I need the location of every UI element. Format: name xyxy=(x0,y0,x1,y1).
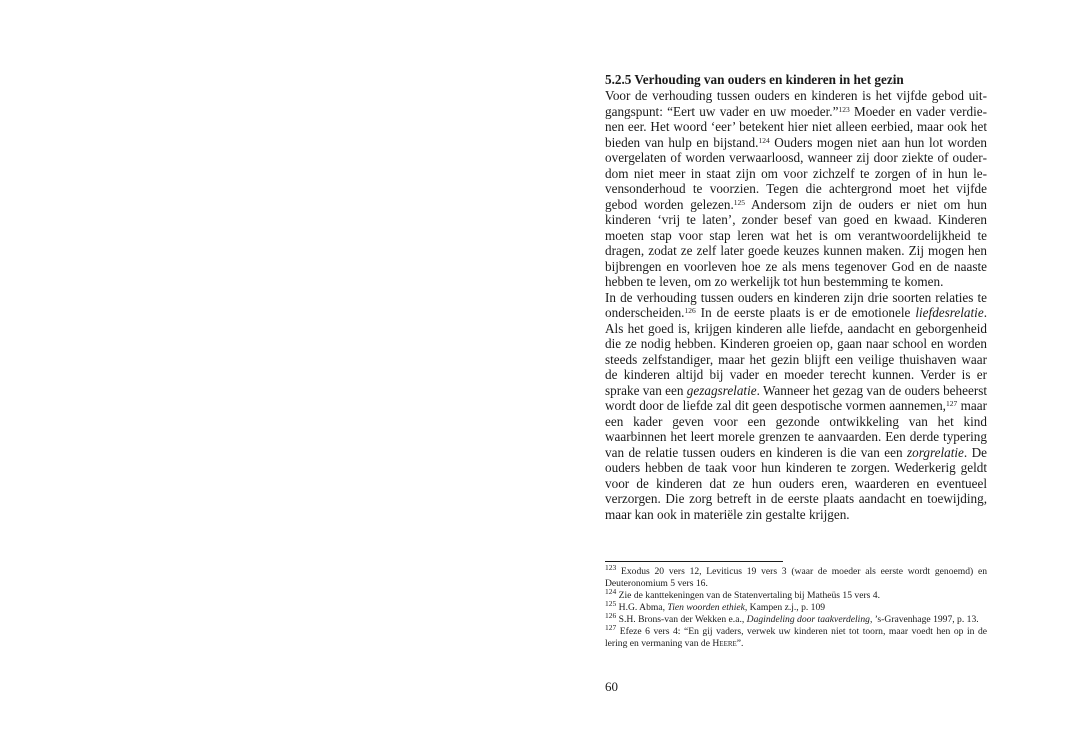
page-number: 60 xyxy=(605,679,618,694)
footnote-text: , Kampen z.j., p. 109 xyxy=(744,602,826,613)
footnote-number: 125 xyxy=(605,599,617,608)
footnote-text: H.G. Abma, xyxy=(616,602,668,613)
footnote-text: S.H. Brons-van der Wekken e.a., xyxy=(616,614,747,625)
footnote-divider xyxy=(605,561,783,562)
footnote-text: , ’s-Gravenhage 1997, p. 13. xyxy=(869,614,979,625)
emphasis-term: liefdesrelatie xyxy=(915,305,984,320)
text-run: Andersom zijn de ouders er niet om hun kinderen ‘vrij te laten’, zonder besef van goed en kwaad. Kinderen moeten stap voor stap leren wat het is om verantwoordelijkheid te dragen, zodat ze zelf later goede keuzes kunnen maken. Zij mogen hen bijbrengen en voorleven hoe ze als mens tegenover God en de naaste hebben te leven, om zo werkelijk tot hun bestemming te komen. xyxy=(605,196,987,289)
text-run: Moeder en vader verdienen eer. Het woord ‘eer’ betekent hier niet alleen eerbied, maar ook het bieden van hulp en bijstand. xyxy=(605,103,987,150)
small-caps-word: Heere xyxy=(712,638,737,649)
footnote-text: Efeze 6 vers 4: “En gij vaders, verwek uw kinderen niet tot toorn, maar voedt hen op in de lering en vermaning van de xyxy=(605,626,987,649)
text-run: In de eerste plaats is er de emotionele xyxy=(695,305,916,320)
footnote-124 xyxy=(605,587,987,602)
footnote-number: 126 xyxy=(605,611,617,620)
footnote-126 xyxy=(605,611,987,626)
text-run: . Wanneer het gezag van de ouders beheerst wordt door de liefde zal dit geen despotische vormen aannemen, xyxy=(605,382,988,413)
emphasis-term: zorgrelatie xyxy=(907,444,964,460)
footnote-125 xyxy=(605,599,987,614)
emphasis-term: gezagsrelatie xyxy=(686,382,757,398)
footnote-123 xyxy=(605,563,987,590)
footnotes xyxy=(605,563,987,650)
text-run: maar een kader geven voor een gezonde ontwikkeling van het kind waarbinnen het leert morele grenzen te aanvaarden. Een derde typering van de relatie tussen ouders en kinderen is die van een xyxy=(605,398,987,460)
section-heading: 5.2.5 Verhouding van ouders en kinderen in het gezin xyxy=(605,72,904,87)
footnote-title: Tien woorden ethiek xyxy=(667,602,745,613)
footnote-title: Dagindeling door taakverdeling xyxy=(746,614,870,625)
footnote-127 xyxy=(605,623,987,650)
footnote-text: ”. xyxy=(736,638,744,649)
text-run: . Als het goed is, krijgen kinderen alle liefde, aandacht en geborgenheid die ze nodig hebben. Kinderen groeien op, gaan naar school en worden steeds zelfstandiger, maar het gezin blijft een veilige thuishaven waar de kinderen altijd bij vader en moeder terecht kunnen. Verder is er sprake van een xyxy=(605,305,987,398)
text-run: Voor de verhouding tussen ouders en kinderen is het vijfde gebod uitgangspunt: “Eert uw vader en uw moeder.” xyxy=(605,88,987,119)
footnote-number: 127 xyxy=(605,623,617,632)
footnote-text: Zie de kanttekeningen van de Statenvertaling bij Matheüs 15 vers 4. xyxy=(616,590,881,601)
footnote-number: 123 xyxy=(605,563,617,572)
text-run: In de verhouding tussen ouders en kinderen zijn drie soorten relaties te onderscheiden. xyxy=(605,289,987,320)
footnote-number: 124 xyxy=(605,587,617,596)
paragraph-2 xyxy=(605,290,987,523)
main-text-column xyxy=(605,72,987,522)
footnote-text: Exodus 20 vers 12, Leviticus 19 vers 3 (waar de moeder als eerste wordt genoemd) en Deuteronomium 5 vers 16. xyxy=(605,566,987,589)
footnote-ref: 126 xyxy=(684,306,696,315)
paragraph-1 xyxy=(605,88,987,290)
text-run: Ouders mogen niet aan hun lot worden overgelaten of worden verwaarloosd, wanneer zij door ziekte of ouderdom niet meer in staat zijn om voor zichzelf te zorgen of in hun levensonderhoud te voorzien. Tegen die achtergrond moet het vijfde gebod worden gelezen. xyxy=(605,134,988,212)
footnote-ref: 123 xyxy=(838,104,850,114)
text-run: . De ouders hebben de taak voor hun kinderen te zorgen. Wederkerig geldt voor de kinderen dat ze hun ouders eren, waarderen en eventueel verzorgen. Die zorg betreft in de eerste plaats aandacht en toewijding, maar kan ook in materiële zin gestalte krijgen. xyxy=(605,444,987,522)
footnote-ref: 127 xyxy=(945,399,958,408)
footnote-ref: 124 xyxy=(758,135,770,145)
footnote-ref: 125 xyxy=(733,197,746,207)
